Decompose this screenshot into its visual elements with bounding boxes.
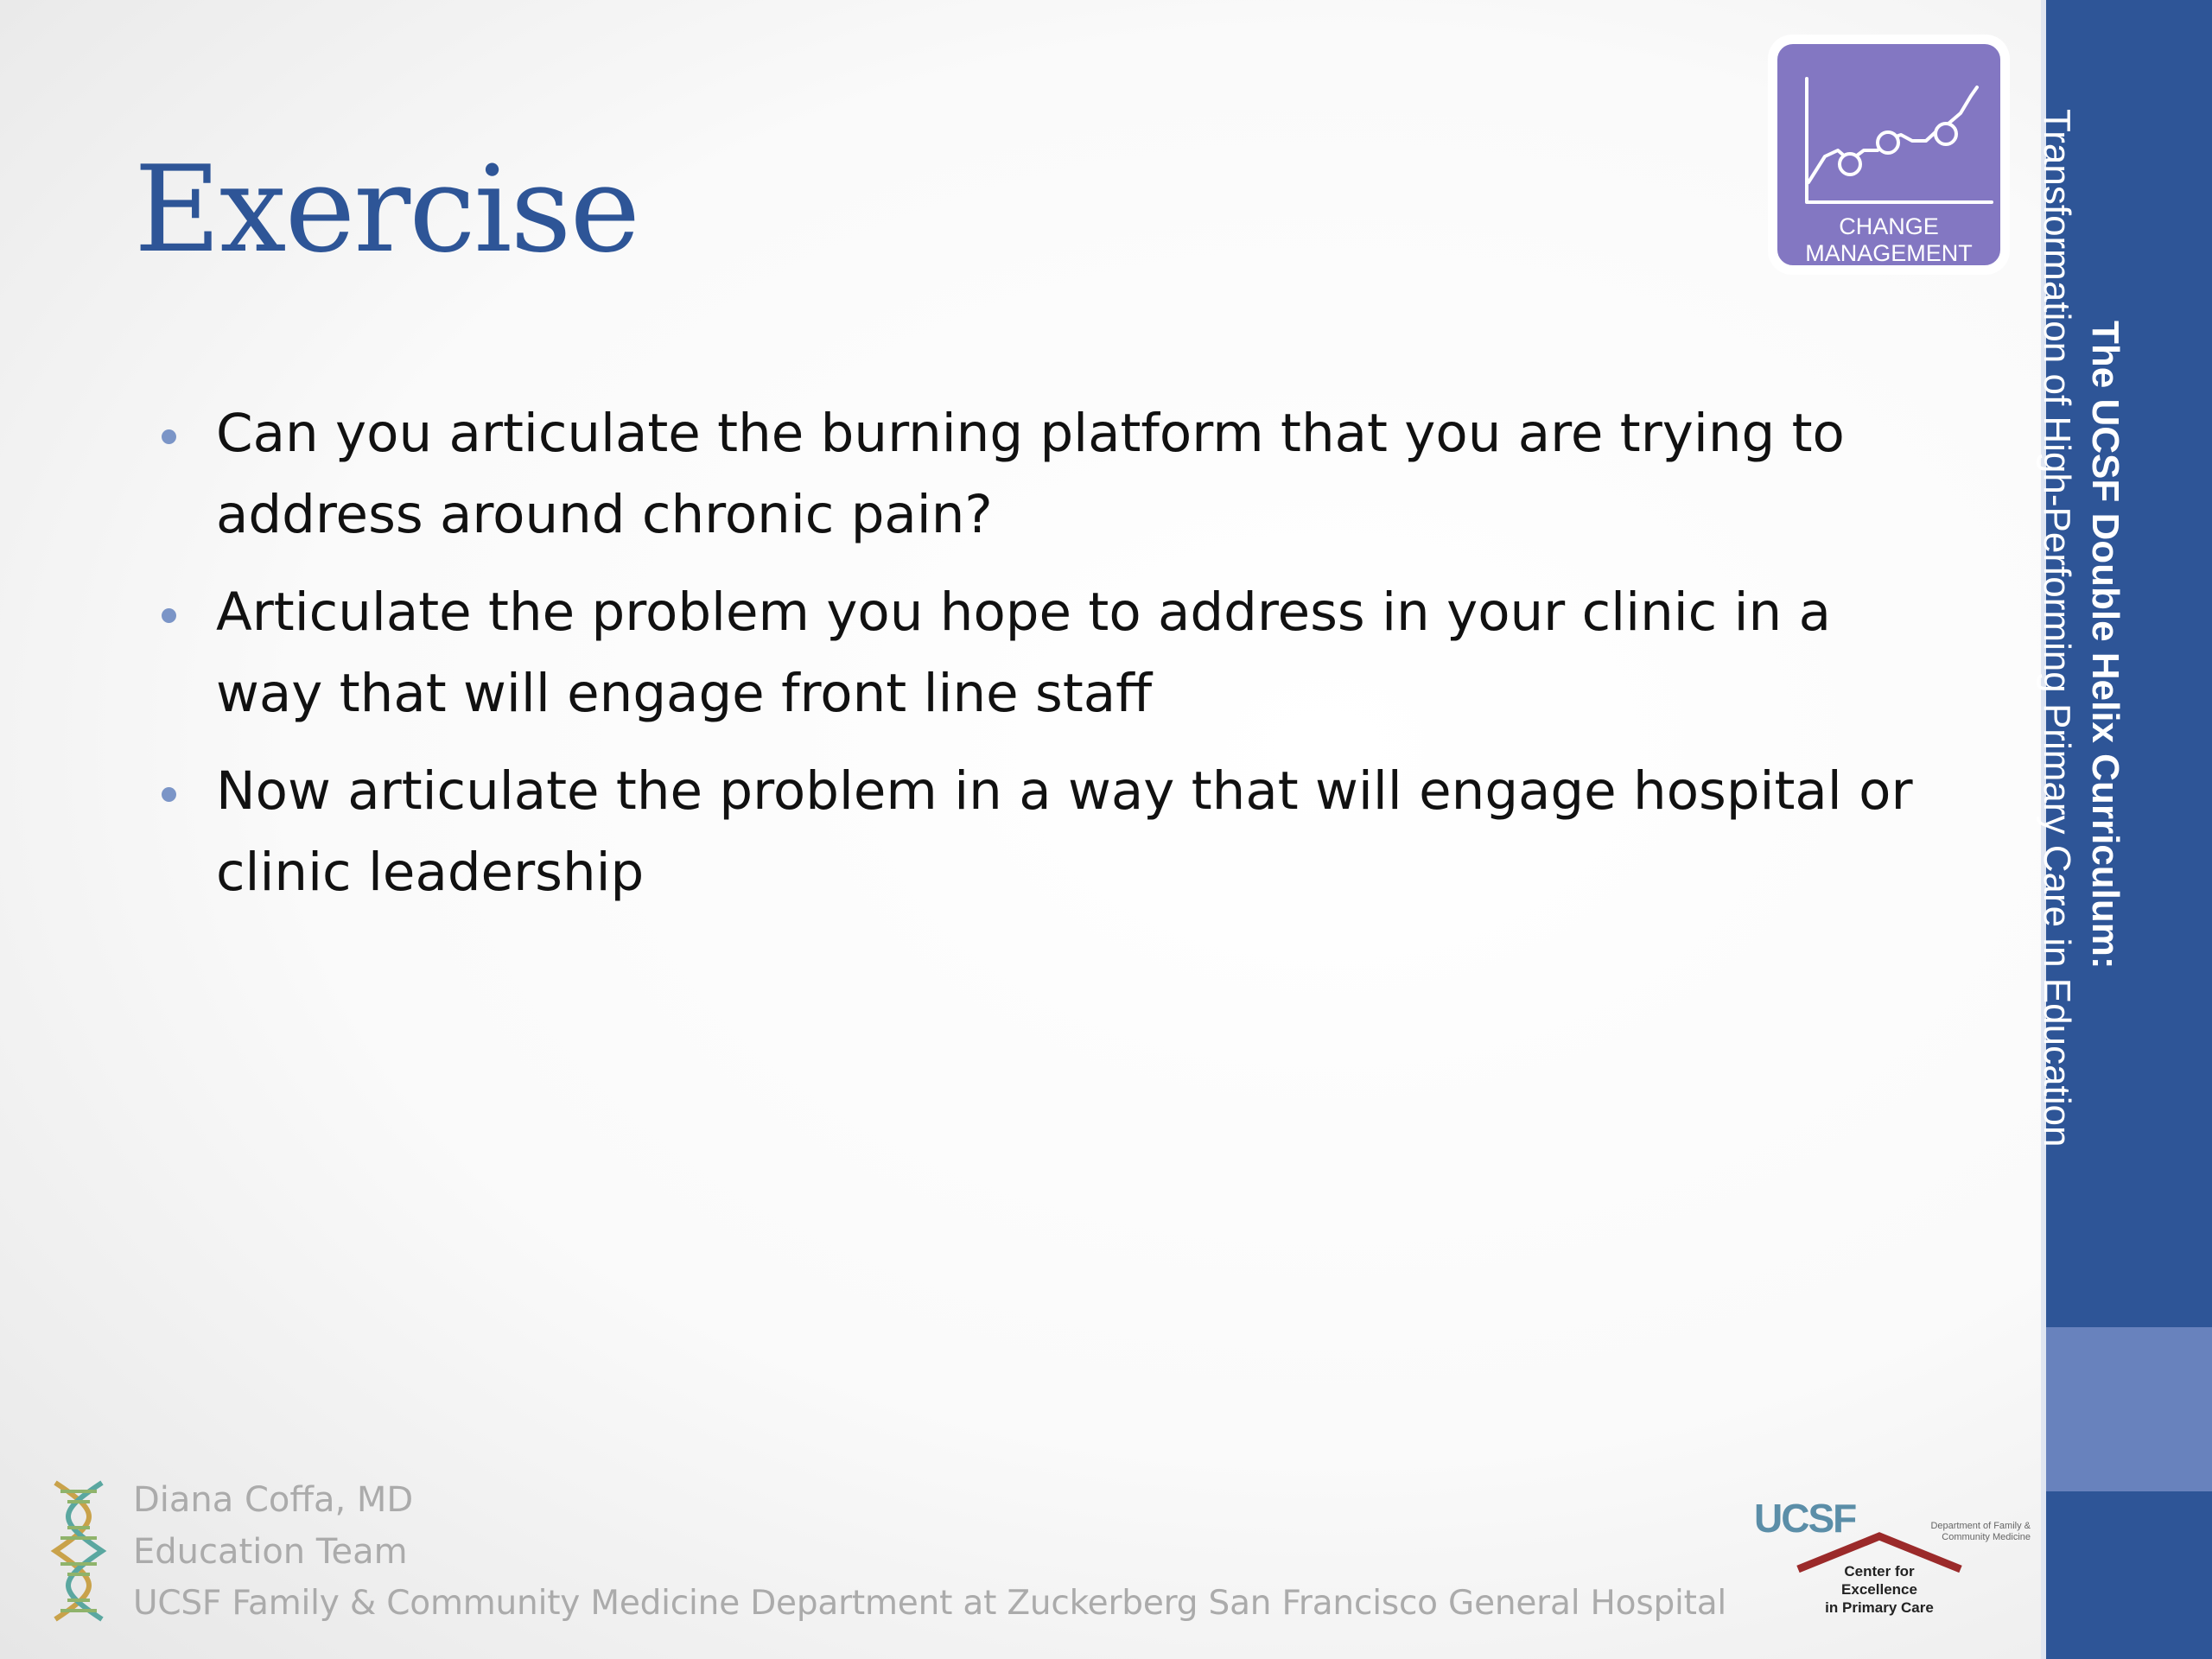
bullet-item <box>160 572 1914 734</box>
bullet-list <box>160 393 1914 930</box>
sidebar-title: The UCSF Double Helix Curriculum: <box>2084 321 2126 969</box>
bullet-item <box>160 751 1914 913</box>
center-line1: Center for <box>1844 1563 1915 1580</box>
bullet-dot-icon <box>162 787 176 802</box>
footer <box>133 1474 1726 1630</box>
badge-label <box>1777 213 2000 267</box>
bullet-text: Can you articulate the burning platform that you are trying to address around chronic pain? <box>216 403 1845 545</box>
center-line3: in Primary Care <box>1825 1599 1934 1616</box>
bullet-dot-icon <box>162 429 176 444</box>
badge-background <box>1774 41 2004 269</box>
department-logo-text: Department of Family & Community Medicine <box>1930 1521 2031 1542</box>
center-line2: Excellence <box>1841 1581 1917 1598</box>
badge-label-line2: MANAGEMENT <box>1805 240 1973 266</box>
dna-helix-icon <box>48 1478 109 1624</box>
center-excellence-logo-text <box>1815 1562 1944 1617</box>
ucsf-logos <box>1754 1495 2039 1624</box>
bullet-text: Articulate the problem you hope to address in your clinic in a way that will engage front line staff <box>216 582 1831 724</box>
sidebar-subtitle: Transformation of High-Performing Primary Care in Education <box>2036 109 2078 1147</box>
line-chart-icon <box>1777 44 2004 208</box>
sidebar-accent-block <box>2046 1327 2212 1491</box>
bullet-text: Now articulate the problem in a way that will engage hospital or clinic leadership <box>216 760 1913 903</box>
change-management-badge <box>1768 35 2010 275</box>
ucsf-logo: UCSF <box>1754 1496 1856 1541</box>
footer-department: UCSF Family & Community Medicine Department at Zuckerberg San Francisco General Hospital <box>133 1584 1727 1623</box>
footer-team: Education Team <box>133 1532 408 1572</box>
bullet-item <box>160 393 1914 556</box>
badge-label-line1: CHANGE <box>1839 213 1939 239</box>
sidebar-text-rotated <box>2032 109 2129 1147</box>
footer-author: Diana Coffa, MD <box>133 1480 414 1520</box>
bullet-dot-icon <box>162 608 176 623</box>
slide-title: Exercise <box>134 140 639 279</box>
